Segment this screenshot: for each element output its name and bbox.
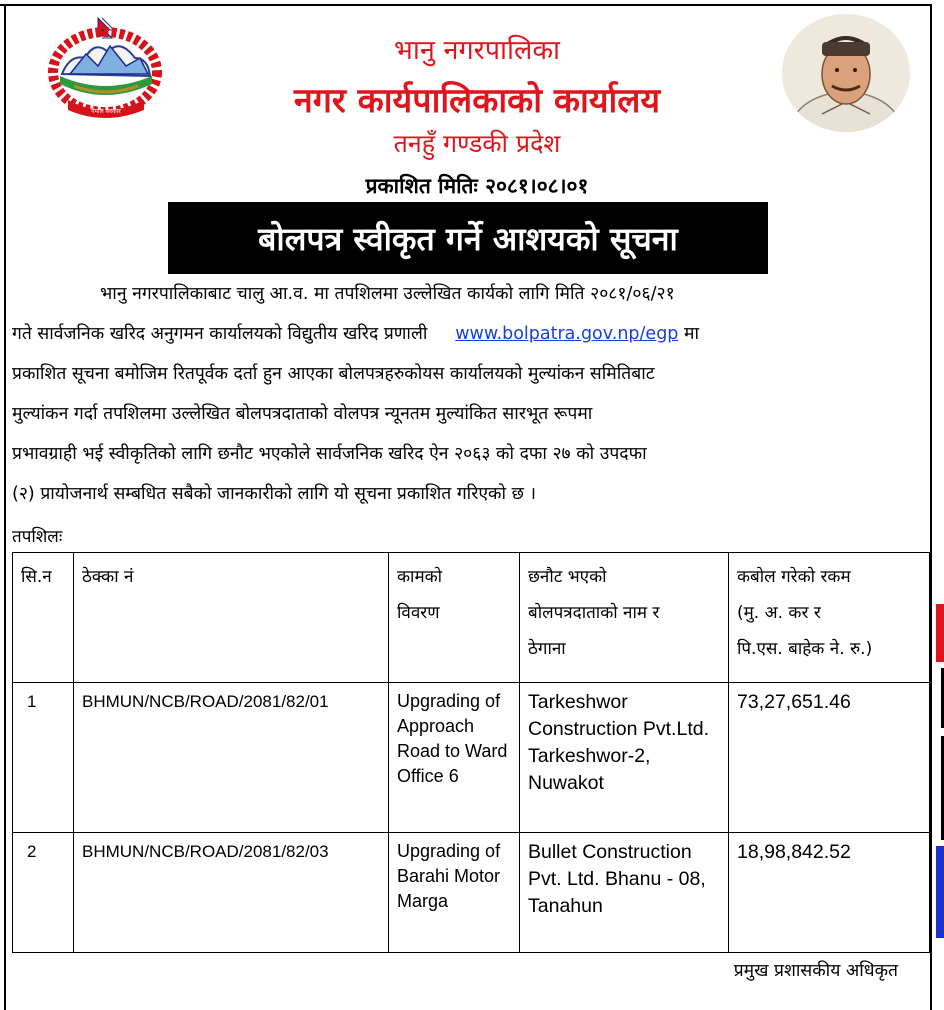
cell-bidder: Bullet Construction Pvt. Ltd. Bhanu - 08, Tanahun (520, 833, 729, 953)
edge-marker-blue (936, 846, 944, 938)
office-location: तनहुँ गण्डकी प्रदेश (393, 129, 561, 158)
page-border-left (4, 4, 6, 1010)
header-bidder: छनौट भएको बोलपत्रदाताको नाम र ठेगाना (520, 553, 729, 683)
header-sn: सि.न (13, 553, 74, 683)
notice-title-banner (168, 202, 768, 274)
cell-sn: 1 (13, 683, 74, 833)
body-line-6: (२) प्रायोजनार्थ सम्बधित सबैको जानकारीको लागि यो सूचना प्रकाशित गरिएको छ । (12, 484, 537, 504)
bolpatra-link[interactable]: www.bolpatra.gov.np/egp (455, 324, 679, 344)
svg-text:नेपाल सरकार: नेपाल सरकार (91, 108, 121, 115)
body-line-1: भानु नगरपालिकाबाट चालु आ.व. मा तपशिलमा उल्लेखित कार्यको लागि मिति २०८१/०६/२१ (100, 284, 675, 304)
signature-title: प्रमुख प्रशासकीय अधिकृत (733, 961, 898, 981)
cell-amount: 73,27,651.46 (729, 683, 930, 833)
body-line-2-text: गते सार्वजनिक खरिद अनुगमन कार्यालयको विद्युतीय खरिद प्रणाली (12, 324, 428, 344)
body-line-4: मुल्यांकन गर्दा तपशिलमा उल्लेखित बोलपत्रदाताको वोलपत्र न्यूनतम मुल्यांकित सारभूत रूपमा (12, 404, 593, 424)
table-header-row (13, 553, 930, 683)
cell-amount: 18,98,842.52 (729, 833, 930, 953)
body-line-5: प्रभावग्राही भई स्वीकृतिको लागि छनौट भएकोले सार्वजनिक खरिद ऐन २०६३ को दफा २७ को उपदफा (12, 444, 647, 464)
table-row (13, 683, 930, 833)
published-date: प्रकाशित मितिः २०८१।०८।०१ (365, 174, 589, 198)
cell-description: Upgrading of Barahi Motor Marga (389, 833, 520, 953)
page-border-top (0, 4, 932, 6)
table-row (13, 833, 930, 953)
cell-contract-no: BHMUN/NCB/ROAD/2081/82/01 (74, 683, 389, 833)
cell-contract-no: BHMUN/NCB/ROAD/2081/82/03 (74, 833, 389, 953)
header-description: कामको विवरण (389, 553, 520, 683)
body-line-3: प्रकाशित सूचना बमोजिम रितपूर्वक दर्ता हुन आएका बोलपत्रहरुकोयस कार्यालयको मुल्यांकन समितिबाट (12, 364, 655, 384)
cell-bidder: Tarkeshwor Construction Pvt.Ltd. Tarkeshwor-2, Nuwakot (520, 683, 729, 833)
body-line-2-suffix: मा (683, 324, 699, 344)
cell-description: Upgrading of Approach Road to Ward Office 6 (389, 683, 520, 833)
body-line-2 (12, 324, 930, 344)
poet-portrait (782, 14, 910, 132)
cell-sn: 2 (13, 833, 74, 953)
government-emblem (40, 14, 170, 126)
notice-title: बोलपत्र स्वीकृत गर्ने आशयको सूचना (258, 219, 678, 258)
header-contract-no: ठेक्का नं (74, 553, 389, 683)
awards-table (12, 552, 930, 953)
table-label: तपशिलः (12, 527, 63, 547)
page-border-right (930, 4, 932, 1010)
office-name: नगर कार्यपालिकाको कार्यालय (293, 81, 661, 121)
edge-marker-red (936, 604, 944, 662)
municipality-name: भानु नगरपालिका (393, 35, 561, 66)
header-amount: कबोल गरेको रकम (मु. अ. कर र पि.एस. बाहेक ने. रु.) (729, 553, 930, 683)
